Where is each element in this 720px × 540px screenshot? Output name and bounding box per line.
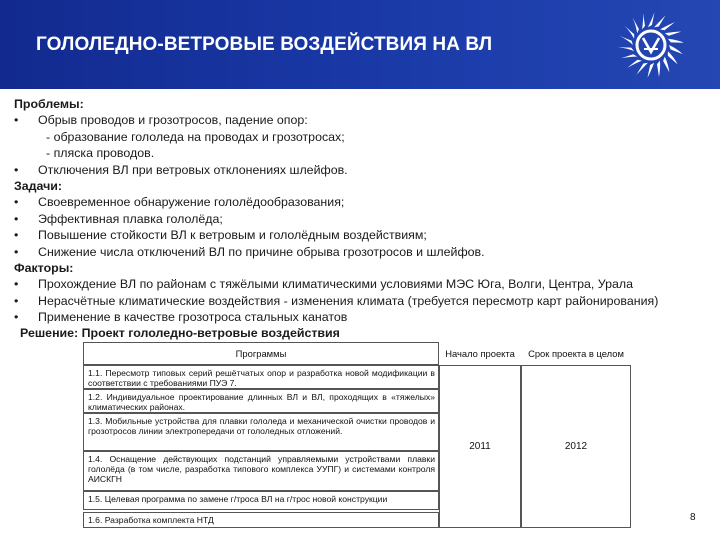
bullet-icon: •: [14, 195, 19, 210]
logo-ray: [665, 32, 681, 36]
term-header: Срок проекта в целом: [528, 348, 624, 359]
bullet-icon: •: [14, 228, 19, 243]
task-item: • Снижение числа отключений ВЛ по причине обрыва грозотросов и шлейфов.: [14, 244, 485, 259]
factor-item: • Прохождение ВЛ по районам с тяжёлыми климатическими условиями МЭС Юга, Волги, Центра, Урала: [14, 277, 633, 292]
task-item: • Своевременное обнаружение гололёдообразования;: [14, 195, 345, 210]
program-row: 1.5. Целевая программа по замене г/троса ВЛ на г/трос новой конструкции: [83, 491, 439, 510]
problems-heading: Проблемы:: [14, 97, 84, 111]
slide-header: [0, 0, 720, 89]
logo-ray: [648, 12, 655, 27]
program-row: 1.2. Индивидуальное проектирование длинных ВЛ и ВЛ, проходящих в «тяжелых» климатических районах.: [83, 389, 439, 413]
bullet-icon: •: [14, 113, 19, 128]
logo-ray: [621, 54, 637, 58]
logo-ray: [668, 51, 678, 64]
logo-ray: [660, 22, 675, 30]
start-header: Начало проекта: [445, 348, 515, 359]
logo-ray: [668, 39, 684, 43]
start-year-cell: 2011: [439, 365, 521, 528]
bullet-icon: •: [14, 211, 19, 226]
bullet-icon: •: [14, 293, 19, 308]
logo-ray: [619, 36, 633, 45]
logo-ray: [633, 18, 639, 34]
programs-header: Программы: [83, 342, 439, 365]
bullet-icon: •: [14, 244, 19, 259]
logo-ray: [637, 63, 648, 75]
sun-emblem-icon: [616, 10, 686, 80]
bullet-icon: •: [14, 277, 19, 292]
bullet-icon: •: [14, 310, 19, 325]
logo-ray: [648, 63, 655, 78]
factor-item: • Нерасчётные климатические воздействия - изменения климата (требуется пересмотр карт районирования): [14, 293, 659, 308]
problem-subitem: - пляска проводов.: [46, 146, 155, 161]
slide-title: ГОЛОЛЕДНО-ВЕТРОВЫЕ ВОЗДЕЙСТВИЯ НА ВЛ: [36, 34, 493, 55]
term-year-cell: 2012: [521, 365, 631, 528]
program-row: 1.1. Пересмотр типовых серий решётчатых опор и разработка новой модификации в соответствии с требованиями ПУЭ 7.: [83, 365, 439, 389]
task-item: • Эффективная плавка гололёда;: [14, 211, 223, 226]
factor-item: • Применение в качестве грозотроса стальных канатов: [14, 310, 348, 325]
task-item: • Повышение стойкости ВЛ к ветровым и гололёдным воздействиям;: [14, 228, 427, 243]
logo-ray: [642, 13, 645, 29]
bullet-icon: •: [14, 162, 19, 177]
program-row: 1.3. Мобильные устройства для плавки гололеда и механической очистки проводов и грозотросов линии электропередачи от гололедных отложений.: [83, 413, 439, 451]
problem-item: • Обрыв проводов и грозотросов, падение опор:: [14, 113, 308, 128]
slide-body: [14, 96, 714, 342]
factors-heading: Факторы:: [14, 260, 74, 275]
program-row: 1.4. Оснащение действующих подстанций управляемыми устройствами плавки гололёда (в том числе, разработка типового комплекса УУПГ) и системами контроля АИСКГН: [83, 451, 439, 491]
problem-item: • Отключения ВЛ при ветровых отклонениях шлейфов.: [14, 162, 348, 177]
project-table: [83, 342, 631, 525]
solution-heading: Решение: Проект гололедно-ветровые воздействия: [20, 326, 340, 341]
logo-ray: [627, 60, 642, 68]
problem-subitem: - образование гололеда на проводах и грозотросах;: [46, 129, 345, 144]
logo-ray: [618, 47, 634, 51]
tasks-heading: Задачи:: [14, 178, 63, 193]
logo-ray: [654, 15, 665, 27]
logo-ray: [663, 57, 669, 73]
logo-ray: [657, 61, 660, 77]
logo-ray: [624, 26, 634, 39]
page-number: 8: [690, 512, 696, 523]
program-row: 1.6. Разработка комплекта НТД: [83, 512, 439, 528]
logo-ray: [669, 45, 683, 54]
